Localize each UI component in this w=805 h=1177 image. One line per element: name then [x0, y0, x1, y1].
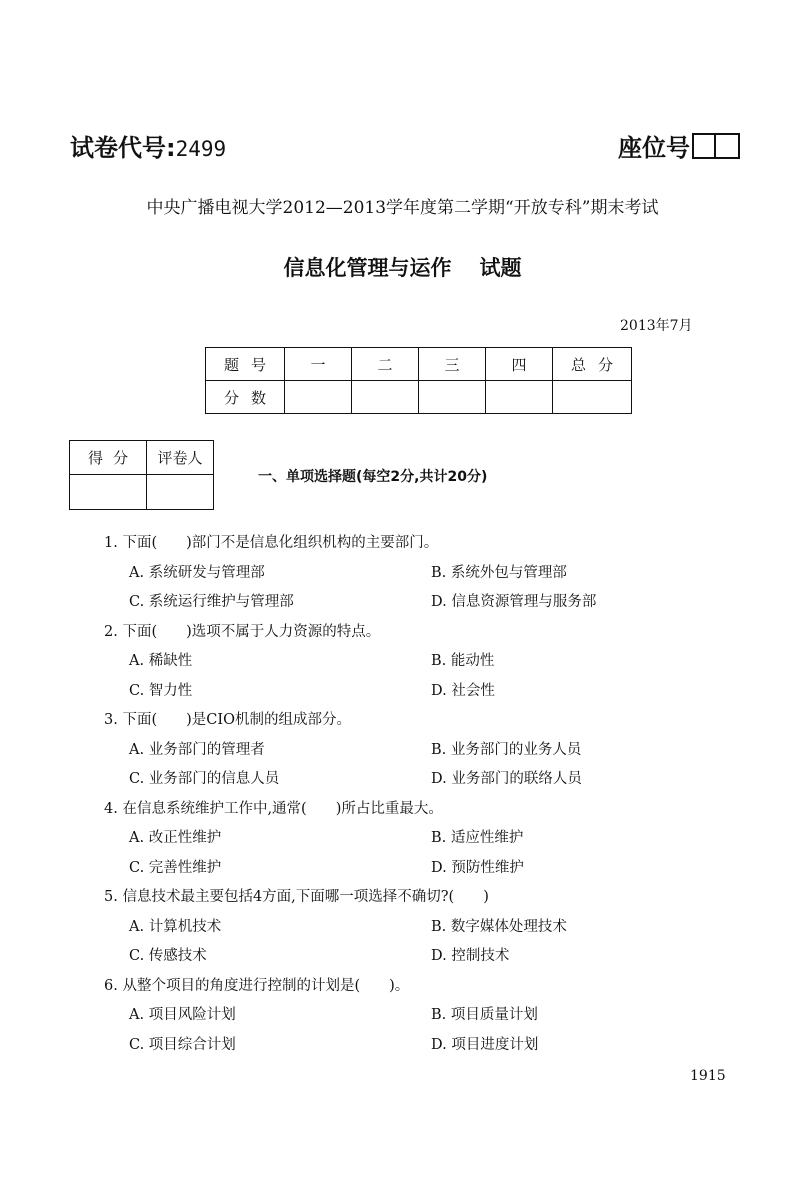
option: B. 项目质量计划: [431, 1007, 538, 1023]
question-list: [0, 531, 805, 1062]
exam-code: [70, 128, 226, 163]
question-stem: 4. 在信息系统维护工作中,通常( )所占比重最大。: [104, 800, 443, 817]
exam-title: 中央广播电视大学2012—2013学年度第二学期“开放专科”期末考试: [146, 198, 659, 218]
option: C. 完善性维护: [129, 859, 222, 876]
question-stem: 3. 下面( )是CIO机制的组成部分。: [104, 712, 351, 728]
option-row: [0, 561, 805, 591]
option-row: [0, 1003, 805, 1033]
option-row: [0, 738, 805, 768]
seat-number-label: 座位号: [618, 134, 690, 162]
score-header-cell: 一: [285, 348, 352, 381]
option-row: [0, 1033, 805, 1063]
score-header-cell: 四: [486, 348, 553, 381]
seat-number-boxes: [692, 133, 740, 159]
option-row: [0, 944, 805, 974]
score-table: [205, 347, 632, 414]
seat-box: [692, 133, 716, 159]
exam-date: 2013年7月: [620, 318, 693, 334]
grader-value-row: [70, 475, 214, 510]
seat-box: [716, 133, 740, 159]
option: D. 控制技术: [431, 948, 510, 964]
grader-table: [69, 440, 214, 510]
score-header-cell: 二: [352, 348, 419, 381]
option: C. 业务部门的信息人员: [129, 771, 280, 787]
grader-name-label: 评卷人: [147, 441, 214, 475]
option: B. 系统外包与管理部: [431, 564, 567, 581]
score-cell: [486, 381, 553, 414]
option: B. 能动性: [431, 653, 495, 669]
score-header-cell: 题号: [206, 348, 285, 381]
option: A. 改正性维护: [129, 830, 222, 846]
option: C. 系统运行维护与管理部: [129, 594, 294, 610]
seat-number: [618, 128, 740, 163]
option: D. 业务部门的联络人员: [431, 771, 582, 787]
option: B. 适应性维护: [431, 830, 524, 846]
subject-name: 信息化管理与运作: [283, 256, 452, 280]
option: D. 信息资源管理与服务部: [431, 594, 597, 610]
score-cell: [352, 381, 419, 414]
option-row: [0, 767, 805, 797]
section-title: 一、单项选择题(每空2分,共计20分): [258, 469, 488, 485]
page-number: 1915: [690, 1068, 726, 1084]
option-row: [0, 679, 805, 709]
score-cell: [419, 381, 486, 414]
grader-header-row: [70, 441, 214, 475]
option-row: [0, 590, 805, 620]
option: D. 社会性: [431, 682, 495, 699]
score-table-value-row: [206, 381, 632, 414]
score-row-label: 分数: [206, 381, 285, 414]
option: A. 稀缺性: [129, 653, 193, 669]
option-row: [0, 649, 805, 679]
option-row: [0, 915, 805, 945]
subject-title: [0, 252, 805, 282]
score-cell: [285, 381, 352, 414]
option: C. 传感技术: [129, 948, 207, 964]
score-cell: [553, 381, 632, 414]
option: C. 智力性: [129, 682, 193, 699]
score-header-cell: 三: [419, 348, 486, 381]
option-row: [0, 856, 805, 886]
exam-code-label: 试卷代号:: [70, 134, 176, 162]
option: A. 计算机技术: [129, 918, 222, 935]
subject-suffix: 试题: [479, 256, 522, 280]
option: B. 业务部门的业务人员: [431, 741, 582, 758]
option: A. 业务部门的管理者: [129, 741, 265, 758]
option: C. 项目综合计划: [129, 1036, 236, 1053]
option: B. 数字媒体处理技术: [431, 918, 567, 935]
score-header-cell: 总分: [553, 348, 632, 381]
grader-name-cell: [147, 475, 214, 510]
grader-score-cell: [70, 475, 147, 510]
option: A. 系统研发与管理部: [129, 564, 265, 581]
exam-code-value: 2499: [175, 137, 227, 161]
option-row: [0, 826, 805, 856]
question-stem: 1. 下面( )部门不是信息化组织机构的主要部门。: [104, 535, 439, 551]
question-stem: 5. 信息技术最主要包括4方面,下面哪一项选择不确切?( ): [104, 889, 489, 905]
question-stem: 6. 从整个项目的角度进行控制的计划是( )。: [104, 977, 410, 994]
option: D. 项目进度计划: [431, 1036, 539, 1053]
score-table-header-row: [206, 348, 632, 381]
option: D. 预防性维护: [431, 859, 524, 876]
grader-score-label: 得分: [70, 441, 147, 475]
option: A. 项目风险计划: [129, 1007, 236, 1023]
question-stem: 2. 下面( )选项不属于人力资源的特点。: [104, 623, 381, 640]
